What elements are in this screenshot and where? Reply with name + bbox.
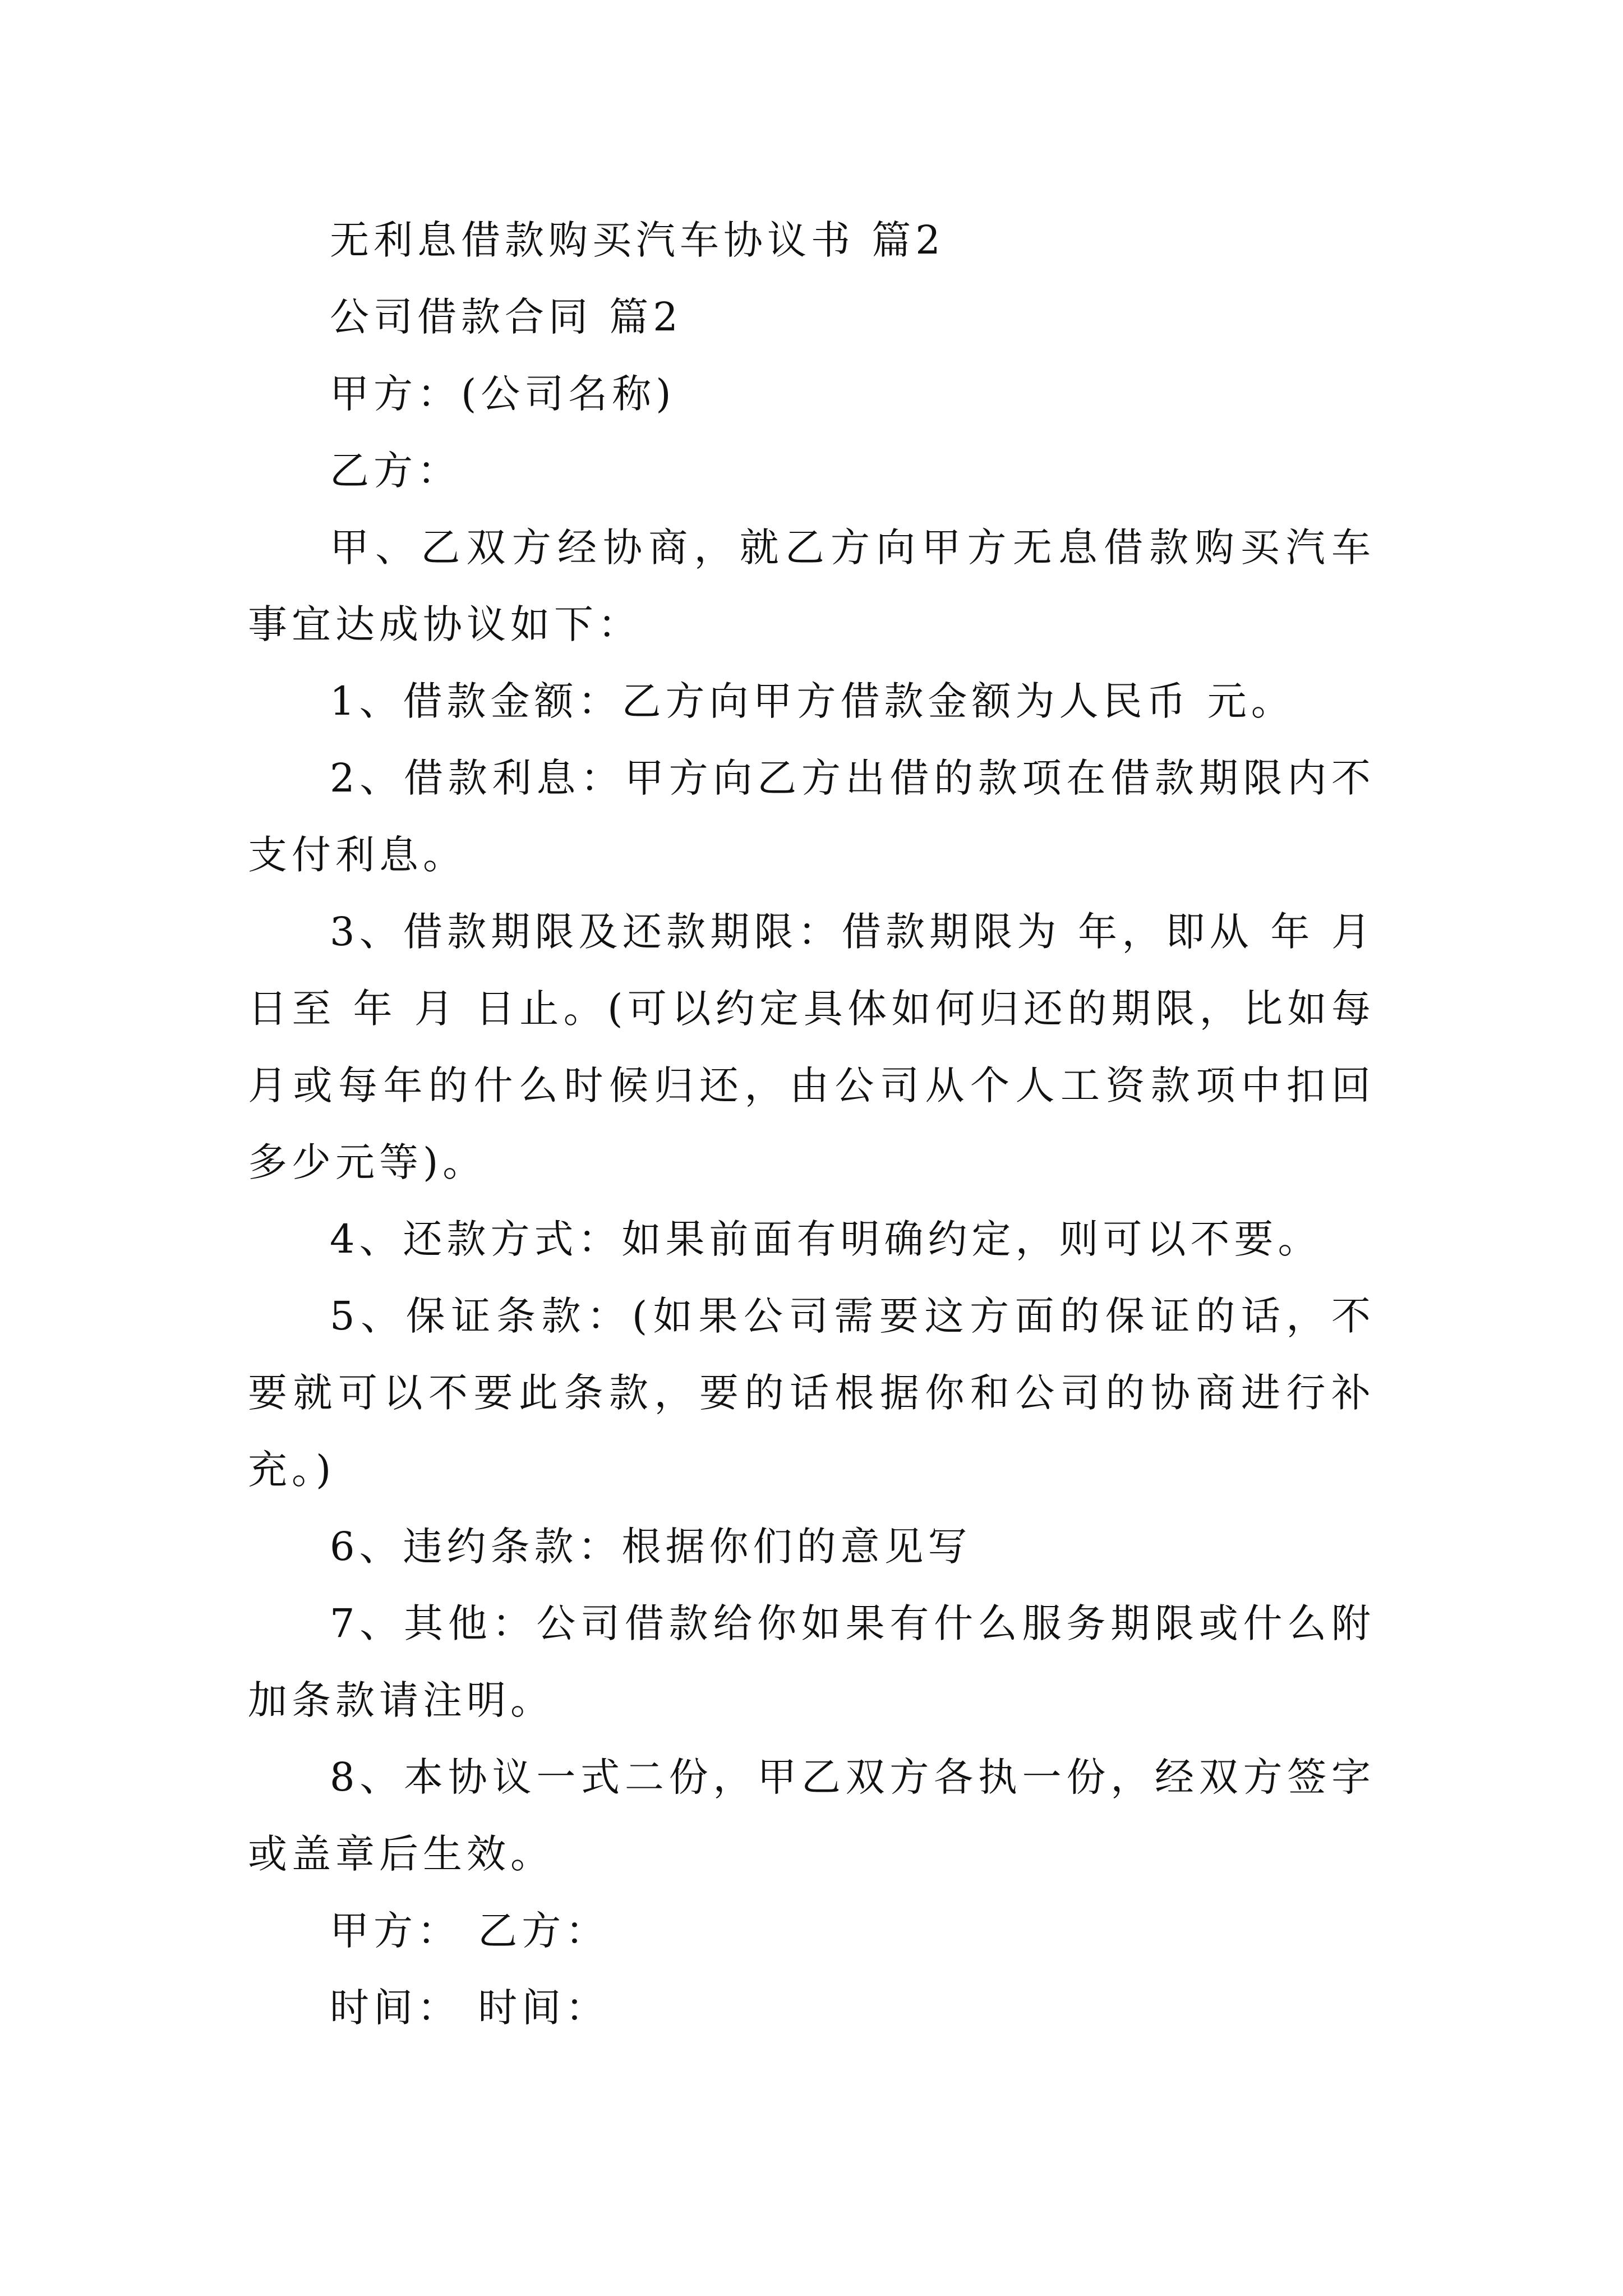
clause-8: 8、本协议一式二份，甲乙双方各执一份，经双方签字或盖章后生效。 (248, 1754, 1375, 1877)
date-line: 时间： 时间： (330, 1985, 610, 2031)
clause-4: 4、还款方式：如果前面有明确约定，则可以不要。 (330, 1216, 1322, 1262)
document-body (248, 202, 1375, 2046)
doc-title: 无利息借款购买汽车协议书 篇2 (330, 217, 945, 263)
clause-2: 2、借款利息：甲方向乙方出借的款项在借款期限内不支付利息。 (248, 755, 1375, 878)
clause-1: 1、借款金额：乙方向甲方借款金额为人民币 元。 (330, 678, 1295, 724)
intro-paragraph: 甲、乙双方经协商，就乙方向甲方无息借款购买汽车事宜达成协议如下： (248, 524, 1375, 647)
clause-6: 6、违约条款：根据你们的意见写 (330, 1524, 972, 1570)
contract-title: 公司借款合同 篇2 (330, 294, 683, 340)
clause-7: 7、其他：公司借款给你如果有什么服务期限或什么附加条款请注明。 (248, 1600, 1375, 1723)
signature-line: 甲方： 乙方： (330, 1908, 610, 1954)
clause-3: 3、借款期限及还款期限：借款期限为 年，即从 年 月 日至 年 月 日止。(可以约定具体如何归还的期限，比如每月或每年的什么时候归还，由公司从个人工资款项中扣回多少元等)。 (248, 909, 1375, 1185)
party-a-line: 甲方：(公司名称) (330, 371, 676, 417)
clause-5: 5、保证条款：(如果公司需要这方面的保证的话，不要就可以不要此条款，要的话根据你和公司的协商进行补充。) (248, 1293, 1375, 1493)
party-b-line: 乙方： (330, 448, 461, 494)
